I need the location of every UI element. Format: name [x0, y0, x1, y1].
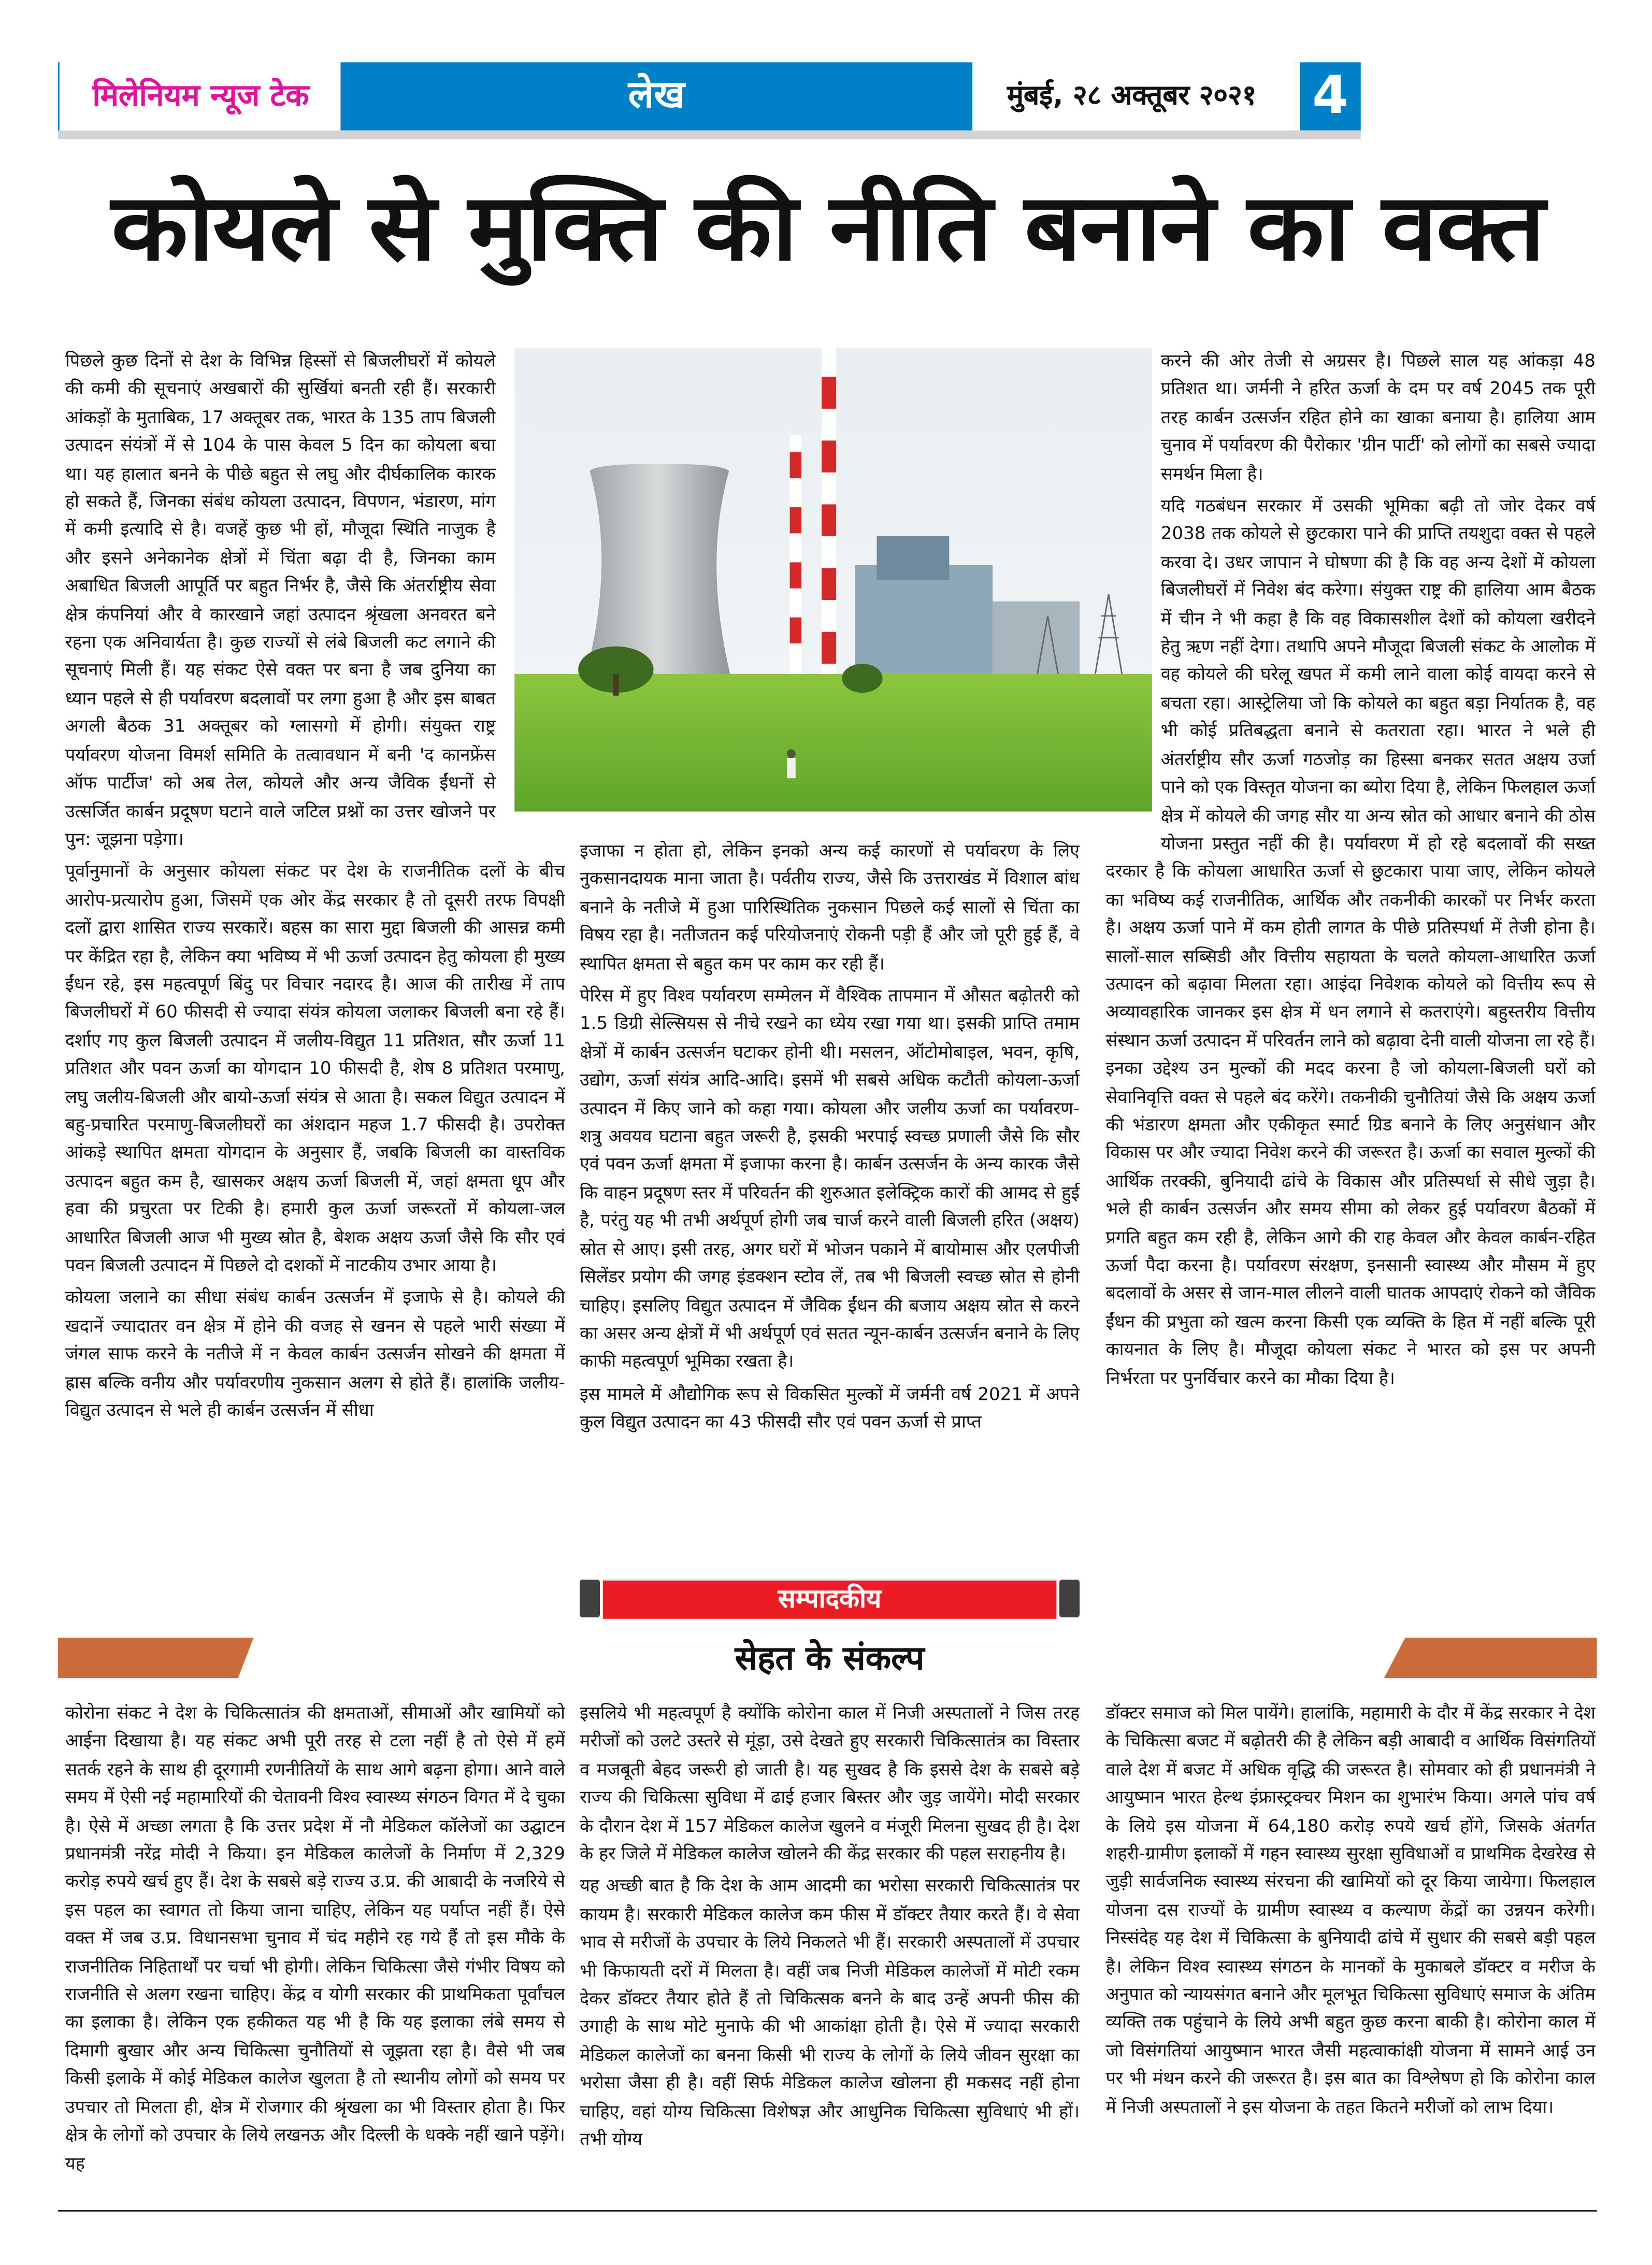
- masthead: [58, 62, 1597, 130]
- article-column-right: [1105, 348, 1596, 1565]
- editorial-paragraph: यह अच्छी बात है कि देश के आम आदमी का भरोसा सरकारी चिकित्सातंत्र पर कायम है। सरकारी मेडिकल कालेज कम फीस में डॉक्टर तैयार करते हैं। वे सेवा भाव से मरीजों के उपचार के लिये निकलते भी हैं। सरकारी अस्पतालों में उपचार भी किफायती दरों में मिलता है। वहीं जब निजी मेडिकल कालेजों में मोटी रकम देकर डॉक्टर तैयार होते हैं तो चिकित्सक बनने के बाद उन्हें अपनी फीस की उगाही के साथ मोटे मुनाफे की भी आकांक्षा होती है। ऐसे में ज्यादा सरकारी मेडिकल कालेजों का बनना किसी भी राज्य के लोगों के लिये जीवन सुरक्षा का भरोसा जैसा ही है। वहीं सिर्फ मेडिकल कालेज खोलना ही मकसद नहीं होना चाहिए, वहां योग्य चिकित्सा विशेषज्ञ और आधुनिक चिकित्सा सुविधाएं भी हों। तभी योग्य: [579, 1876, 1080, 2149]
- dateline: मुंबई, २८ अक्तूबर २०२१: [1007, 79, 1257, 112]
- article-paragraph: कोयला जलाने का सीधा संबंध कार्बन उत्सर्जन में इजाफे से है। कोयले की खदानें ज्यादातर वन क्षेत्र में होने की वजह से खनन से पहले भारी संख्या में जंगल साफ करने के नतीजे में न केवल कार्बन उत्सर्जन सोखने की क्षमता में ह्रास बल्कि वनीय और पर्यावरणीय नुकसान अलग से होते हैं। हालांकि जलीय-विद्युत उत्पादन से भले ही कार्बन उत्सर्जन में सीधा: [65, 1287, 565, 1421]
- editorial-paragraph: कोरोना संकट ने देश के चिकित्सातंत्र की क्षमताओं, सीमाओं और खामियों को आईना दिखाया है। यह संकट अभी पूरी तरह से टला नहीं है तो ऐसे में हमें सतर्क रहने के साथ ही दूरगामी रणनीतियों के साथ आगे बढ़ना होगा। आने वाले समय में ऐसी नई महामारियों की चेतावनी विश्व स्वास्थ्य संगठन विगत में दे चुका है। ऐसे में अच्छा लगता है कि उत्तर प्रदेश में नौ मेडिकल कॉलेजों का उद्घाटन प्रधानमंत्री नरेंद्र मोदी ने किया। इन मेडिकल कालेजों के निर्माण में 2,329 करोड़ रुपये खर्च हुए हैं। देश के सबसे बड़े राज्य उ.प्र. की आबादी के नजरिये से इस पहल का स्वागत तो किया जाना चाहिए, लेकिन यह पर्याप्त नहीं हैं। ऐसे वक्त में जब उ.प्र. विधानसभा चुनाव में चंद महीने रह गये हैं तो इस मौके के राजनीतिक निहितार्थों पर चर्चा भी होगी। लेकिन चिकित्सा जैसे गंभीर विषय को राजनीति से अलग रखना चाहिए। केंद्र व योगी सरकार की प्राथमिकता पूर्वांचल का इलाका है। लेकिन एक हकीकत यह भी है कि यह इलाका लंबे समय से दिमागी बुखार और अन्य चिकित्सा चुनौतियों से जूझता रहा है। वैसे भी जब किसी इलाके में कोई मेडिकल कालेज खुलता है तो स्थानीय लोगों को समय पर उपचार तो मिलता ही, क्षेत्र में रोजगार की श्रृंखला का भी विस्तार होता है। फिर क्षेत्र के लोगों को उपचार के लिये लखनऊ और दिल्ली के धक्के नहीं खाने पड़ेंगे। यह: [65, 1702, 565, 2173]
- tag-cap-left: [580, 1580, 600, 1617]
- article-paragraph: इस मामले में औद्योगिक रूप से विकसित मुल्कों में जर्मनी वर्ष 2021 में अपने कुल विद्युत उत्पादन का 43 फीसदी सौर एवं पवन ऊर्जा से प्राप्त: [579, 1383, 1080, 1432]
- headline: कोयले से मुक्ति की नीति बनाने का वक्त: [111, 175, 1544, 283]
- editorial-paragraph: डॉक्टर समाज को मिल पायेंगे। हालांकि, महामारी के दौर में केंद्र सरकार ने देश के चिकित्सा बजट में बढ़ोतरी की है लेकिन बड़ी आबादी व आर्थिक विसंगतियों वाले देश में बजट में अधिक वृद्धि की जरूरत है। सोमवार को ही प्रधानमंत्री ने आयुष्मान भारत हेल्थ इंफ्रास्ट्रक्चर मिशन का शुभारंभ किया। अगले पांच वर्ष के लिये इस योजना में 64,180 करोड़ रुपये खर्च होंगे, जिसके अंतर्गत शहरी-ग्रामीण इलाकों में गहन स्वास्थ्य सुरक्षा सुविधाओं व प्राथमिक देखरेख से जुड़ी सार्वजनिक स्वास्थ्य संरचना की खामियों को दूर किया जायेगा। फिलहाल योजना दस राज्यों के ग्रामीण स्वास्थ्य व कल्याण केंद्रों का उन्नयन करेगी। निस्संदेह यह देश में चिकित्सा के बुनियादी ढांचे में सुधार की सबसे बड़ी पहल है। लेकिन विश्व स्वास्थ्य संगठन के मानकों के मुकाबले डॉक्टर व मरीज के अनुपात को न्यायसंगत बनाने और मूलभूत चिकित्सा सुविधाएं समाज के अंतिम व्यक्ति तक पहुंचाने के लिये अभी बहुत कुछ करना बाकी है। कोरोना काल में जो विसंगतियां आयुष्मान भारत जैसी महत्वाकांक्षी योजना में सामने आई उन पर भी मंथन करने की जरूरत है। इस बात का विश्लेषण हो कि कोरोना काल में निजी अस्पतालों ने इस योजना के तहत कितने मरीजों को लाभ दिया।: [1105, 1702, 1596, 2117]
- editorial-column-3: [1105, 1700, 1596, 2200]
- article-paragraph: पेरिस में हुए विश्व पर्यावरण सम्मेलन में वैश्विक तापमान में औसत बढ़ोतरी को 1.5 डिग्री सेल्सियस से नीचे रखने का ध्येय रखा गया था। इसकी प्राप्ति तमाम क्षेत्रों में कार्बन उत्सर्जन घटाकर होनी थी। मसलन, ऑटोमोबाइल, भवन, कृषि, उद्योग, ऊर्जा संयंत्र आदि-आदि। इसमें भी सबसे अधिक कटौती कोयला-ऊर्जा उत्पादन में किए जाने को कहा गया। कोयला और जलीय ऊर्जा का पर्यावरण-शत्रु अवयव घटाना बहुत जरूरी है, इसकी भरपाई स्वच्छ प्रणाली जैसे कि सौर एवं पवन ऊर्जा क्षमता में इजाफा करना है। कार्बन उत्सर्जन के अन्य कारक जैसे कि वाहन प्रदूषण स्तर में परिवर्तन की शुरुआत इलेक्ट्रिक कारों की आमद से हुई है, परंतु यह भी तभी अर्थपूर्ण होगी जब चार्ज करने वाली बिजली हरित (अक्षय) स्रोत से आए। इसी तरह, अगर घरों में भोजन पकाने में बायोमास और एलपीजी सिलेंडर प्रयोग की जगह इंडक्शन स्टोव लें, तब भी बिजली स्वच्छ स्रोत से होनी चाहिए। इसलिए विद्युत उत्पादन में जैविक ईंधन की बजाय अक्षय स्रोत से करने का असर अन्य क्षेत्रों में भी अर्थपूर्ण एवं सतत न्यून-कार्बन उत्सर्जन बनाने के लिए काफी महत्वपूर्ण भूमिका रखता है।: [579, 985, 1080, 1372]
- article-column-left: [65, 348, 565, 1565]
- article-paragraph: पूर्वानुमानों के अनुसार कोयला संकट पर देश के राजनीतिक दलों के बीच आरोप-प्रत्यारोप हुआ, जिसमें एक ओर केंद्र सरकार है तो दूसरी तरफ विपक्षी दलों द्वारा शासित राज्य सरकारें। बहस का सारा मुद्दा बिजली की आसन्न कमी पर केंद्रित रहा है, लेकिन क्या भविष्य में भी ऊर्जा उत्पादन हेतु कोयला ही मुख्य ईंधन रहे, इस महत्वपूर्ण बिंदु पर विचार नदारद है। आज की तारीख में ताप बिजलीघरों में 60 फीसदी से ज्यादा संयंत्र कोयला जलाकर बिजली बना रहे हैं। दर्शाए गए कुल बिजली उत्पादन में जलीय-विद्युत 11 प्रतिशत, सौर ऊर्जा 11 प्रतिशत और पवन ऊर्जा का योगदान 10 फीसदी है, शेष 8 प्रतिशत परमाणु, लघु जलीय-बिजली और बायो-ऊर्जा संयंत्र से आता है। सकल विद्युत उत्पादन में बहु-प्रचारित परमाणु-बिजलीघरों का अंशदान महज 1.7 फीसदी है। उपरोक्त आंकड़े स्थापित क्षमता योगदान के अनुसार हैं, जबकि बिजली का वास्तविक उत्पादन बहुत कम है, खासकर अक्षय ऊर्जा बिजली में, जहां क्षमता धूप और हवा की प्रचुरता पर टिकी है। हमारी कुल ऊर्जा जरूरतों में कोयला-जल आधारित बिजली आज भी मुख्य स्रोत है, बेशक अक्षय ऊर्जा जैसे कि सौर एवं पवन बिजली उत्पादन में पिछले दो दशकों में नाटकीय उभार आया है।: [65, 861, 565, 1275]
- decorative-band-right: [1384, 1638, 1597, 1678]
- editorial-paragraph: इसलिये भी महत्वपूर्ण है क्योंकि कोरोना काल में निजी अस्पतालों ने जिस तरह मरीजों को उलटे उस्तरे से मूंड़ा, उसे देखते हुए सरकारी चिकित्सातंत्र का विस्तार व मजबूती बेहद जरूरी हो जाती है। यह सुखद है कि इससे देश के सबसे बड़े राज्य की चिकित्सा सुविधा में ढाई हजार बिस्तर और जुड़ जायेंगे। मोदी सरकार के दौरान देश में 157 मेडिकल कालेज खुलने व मंजूरी मिलना सुखद ही है। देश के हर जिले में मेडिकल कालेज खोलने की केंद्र सरकार की पहल सराहनीय है।: [579, 1702, 1080, 1864]
- editorial-tag-label: सम्पादकीय: [603, 1580, 1057, 1619]
- editorial-tag: [580, 1580, 1080, 1617]
- tag-cap-right: [1059, 1580, 1080, 1617]
- article-paragraph: इजाफा न होता हो, लेकिन इनको अन्य कई कारणों से पर्यावरण के लिए नुकसानदायक माना जाता है। पर्वतीय राज्य, जैसे कि उत्तराखंड में विशाल बांध बनाने के नतीजे में हुआ पारिस्थितिक नुकसान पिछले कई सालों से चिंता का विषय रहा है। नतीजतन कई परियोजनाएं रोकनी पड़ी हैं और जो पूरी हुई हैं, वे स्थापित क्षमता से बहुत कम पर काम कर रही हैं।: [579, 840, 1080, 973]
- page-number: 4: [1294, 62, 1361, 130]
- masthead-shadow: [58, 131, 1361, 139]
- article-paragraph: यदि गठबंधन सरकार में उसकी भूमिका बढ़ी तो जोर देकर वर्ष 2038 तक कोयले से छुटकारा पाने की प्राप्ति तयशुदा वक्त से पहले करवा दे। उधर जापान ने घोषणा की है कि वह अन्य देशों में कोयला बिजलीघरों में निवेश बंद करेगा। संयुक्त राष्ट्र की हालिया आम बैठक में चीन ने भी कहा है कि वह विकासशील देशों को कोयला खरीदने हेतु ऋण नहीं देगा। तथापि अपने मौजूदा बिजली संकट के आलोक में वह कोयले की घरेलू खपत में कमी लाने वाला कोई वायदा करने से बचता रहा। आस्ट्रेलिया जो कि कोयले का बहुत बड़ा निर्यातक है, वह भी कोई प्रतिबद्धता बनाने से कतराता रहा। भारत ने भले ही अंतर्राष्ट्रीय सौर ऊर्जा गठजोड़ का हिस्सा बनकर सतत अक्षय उर्जा पाने को एक विस्तृत योजना का ब्योरा दिया है, लेकिन फिलहाल ऊर्जा क्षेत्र में कोयले की जगह सौर या अन्य स्रोत को आधार बनाने की ठोस योजना प्रस्तुत नहीं की है। पर्यावरण में हो रहे बदलावों की सख्त दरकार है कि कोयला आधारित ऊर्जा से छुटकारा पाया जाए, लेकिन कोयले का भविष्य कई राजनीतिक, आर्थिक और तकनीकी कारकों पर निर्भर करता है। अक्षय ऊर्जा पाने में कम होती लागत के पीछे प्रतिस्पर्धा में तेजी होना है। सालों-साल सब्सिडी और वित्तीय सहायता के चलते कोयला-आधारित ऊर्जा उत्पादन को बढ़ावा मिलता रहा। आइंदा निवेशक कोयले को वित्तीय रूप से अव्यावहारिक जानकर इस क्षेत्र में धन लगाने से कतराएंगे। बहुस्तरीय वित्तीय संस्थान ऊर्जा उत्पादन में परिवर्तन लाने को बढ़ावा देनी वाली योजना ला रहे हैं। इनका उद्देश्य उन मुल्कों की मदद करना है जो कोयला-बिजली घरों को सेवानिवृत्ति वक्त से पहले बंद करेंगे। तकनीकी चुनौतियां जैसे कि अक्षय ऊर्जा की भंडारण क्षमता और एकीकृत स्मार्ट ग्रिड बनाने के लिए अनुसंधान और विकास पर और ज्यादा निवेश करने की जरूरत है। ऊर्जा का सवाल मुल्कों की आर्थिक तरक्की, बुनियादी ढांचे के विकास और प्रतिस्पर्धा से सीधे जुड़ा है। भले ही कार्बन उत्सर्जन और समय सीमा को लेकर हुई पर्यावरण बैठकों में प्रगति बहुत कम रही है, लेकिन आगे की राह केवल और केवल कार्बन-रहित ऊर्जा पैदा करना है। पर्यावरण संरक्षण, इनसानी स्वास्थ्य और मौसम में हुए बदलावों के असर से जान-माल लीलने वाली घातक आपदाएं रोकने को जैविक ईंधन की प्रभुता को खत्म करना किसी एक व्यक्ति के हित में नहीं बल्कि पूरी कायनात के लिए है। मौजूदा कोयला संकट ने भारत को इस पर अपनी निर्भरता पर पुनर्विचार करने का मौका दिया है।: [1105, 495, 1596, 1388]
- editorial-title: सेहत के संकल्प: [735, 1640, 925, 1679]
- article-column-middle: [580, 348, 1080, 1565]
- section-label: लेख: [340, 62, 972, 130]
- article-paragraph: पिछले कुछ दिनों से देश के विभिन्न हिस्सों से बिजलीघरों में कोयले की कमी की सूचनाएं अखबारों की सुर्खियां बनती रही हैं। सरकारी आंकड़ों के मुताबिक, 17 अक्तूबर तक, भारत के 135 ताप बिजली उत्पादन संयंत्रों में से 104 के पास केवल 5 दिन का कोयला बचा था। यह हालात बनने के पीछे बहुत से लघु और दीर्घकालिक कारक हो सकते हैं, जिनका संबंध कोयला उत्पादन, विपणन, भंडारण, मांग में कमी इत्यादि से है। वजहें कुछ भी हों, मौजूदा स्थिति नाजुक है और इसने अनेकानेक क्षेत्रों में चिंता बढ़ा दी है, जिनका काम अबाधित बिजली आपूर्ति पर बहुत निर्भर है, जैसे कि अंतर्राष्ट्रीय सेवा क्षेत्र कंपनियां और वे कारखाने जहां उत्पादन श्रृंखला अनवरत बने रहना एक अनिवार्यता है। कुछ राज्यों से लंबे बिजली कट लगाने की सूचनाएं मिली हैं। यह संकट ऐसे वक्त पर बना है जब दुनिया का ध्यान पहले से ही पर्यावरण बदलावों पर लगा हुआ है और इस बाबत अगली बैठक 31 अक्तूबर को ग्लासगो में होगी। संयुक्त राष्ट्र पर्यावरण योजना विमर्श समिति के तत्वावधान में बनी 'द कानफ्रेंस ऑफ पार्टीज' को अब तेल, कोयले और अन्य जैविक ईंधनों से उत्सर्जित कार्बन प्रदूषण घटाने वाले जटिल प्रश्नों का उत्तर खोजने पर पुन: जूझना पड़ेगा।: [65, 350, 496, 850]
- editorial-column-1: [65, 1700, 565, 2200]
- editorial-column-2: [580, 1700, 1080, 2200]
- decorative-band-left: [58, 1638, 254, 1678]
- paper-name: मिलेनियम न्यूज टेक: [58, 62, 342, 130]
- article-paragraph: करने की ओर तेजी से अग्रसर है। पिछले साल यह आंकड़ा 48 प्रतिशत था। जर्मनी ने हरित ऊर्जा के दम पर वर्ष 2045 तक पूरी तरह कार्बन उत्सर्जन रहित होने का खाका बनाया है। हालिया आम चुनाव में पर्यावरण की पैरोकार 'ग्रीन पार्टी' को लोगों का सबसे ज्यादा समर्थन मिला है।: [1160, 350, 1596, 484]
- bottom-rule: [58, 2210, 1597, 2212]
